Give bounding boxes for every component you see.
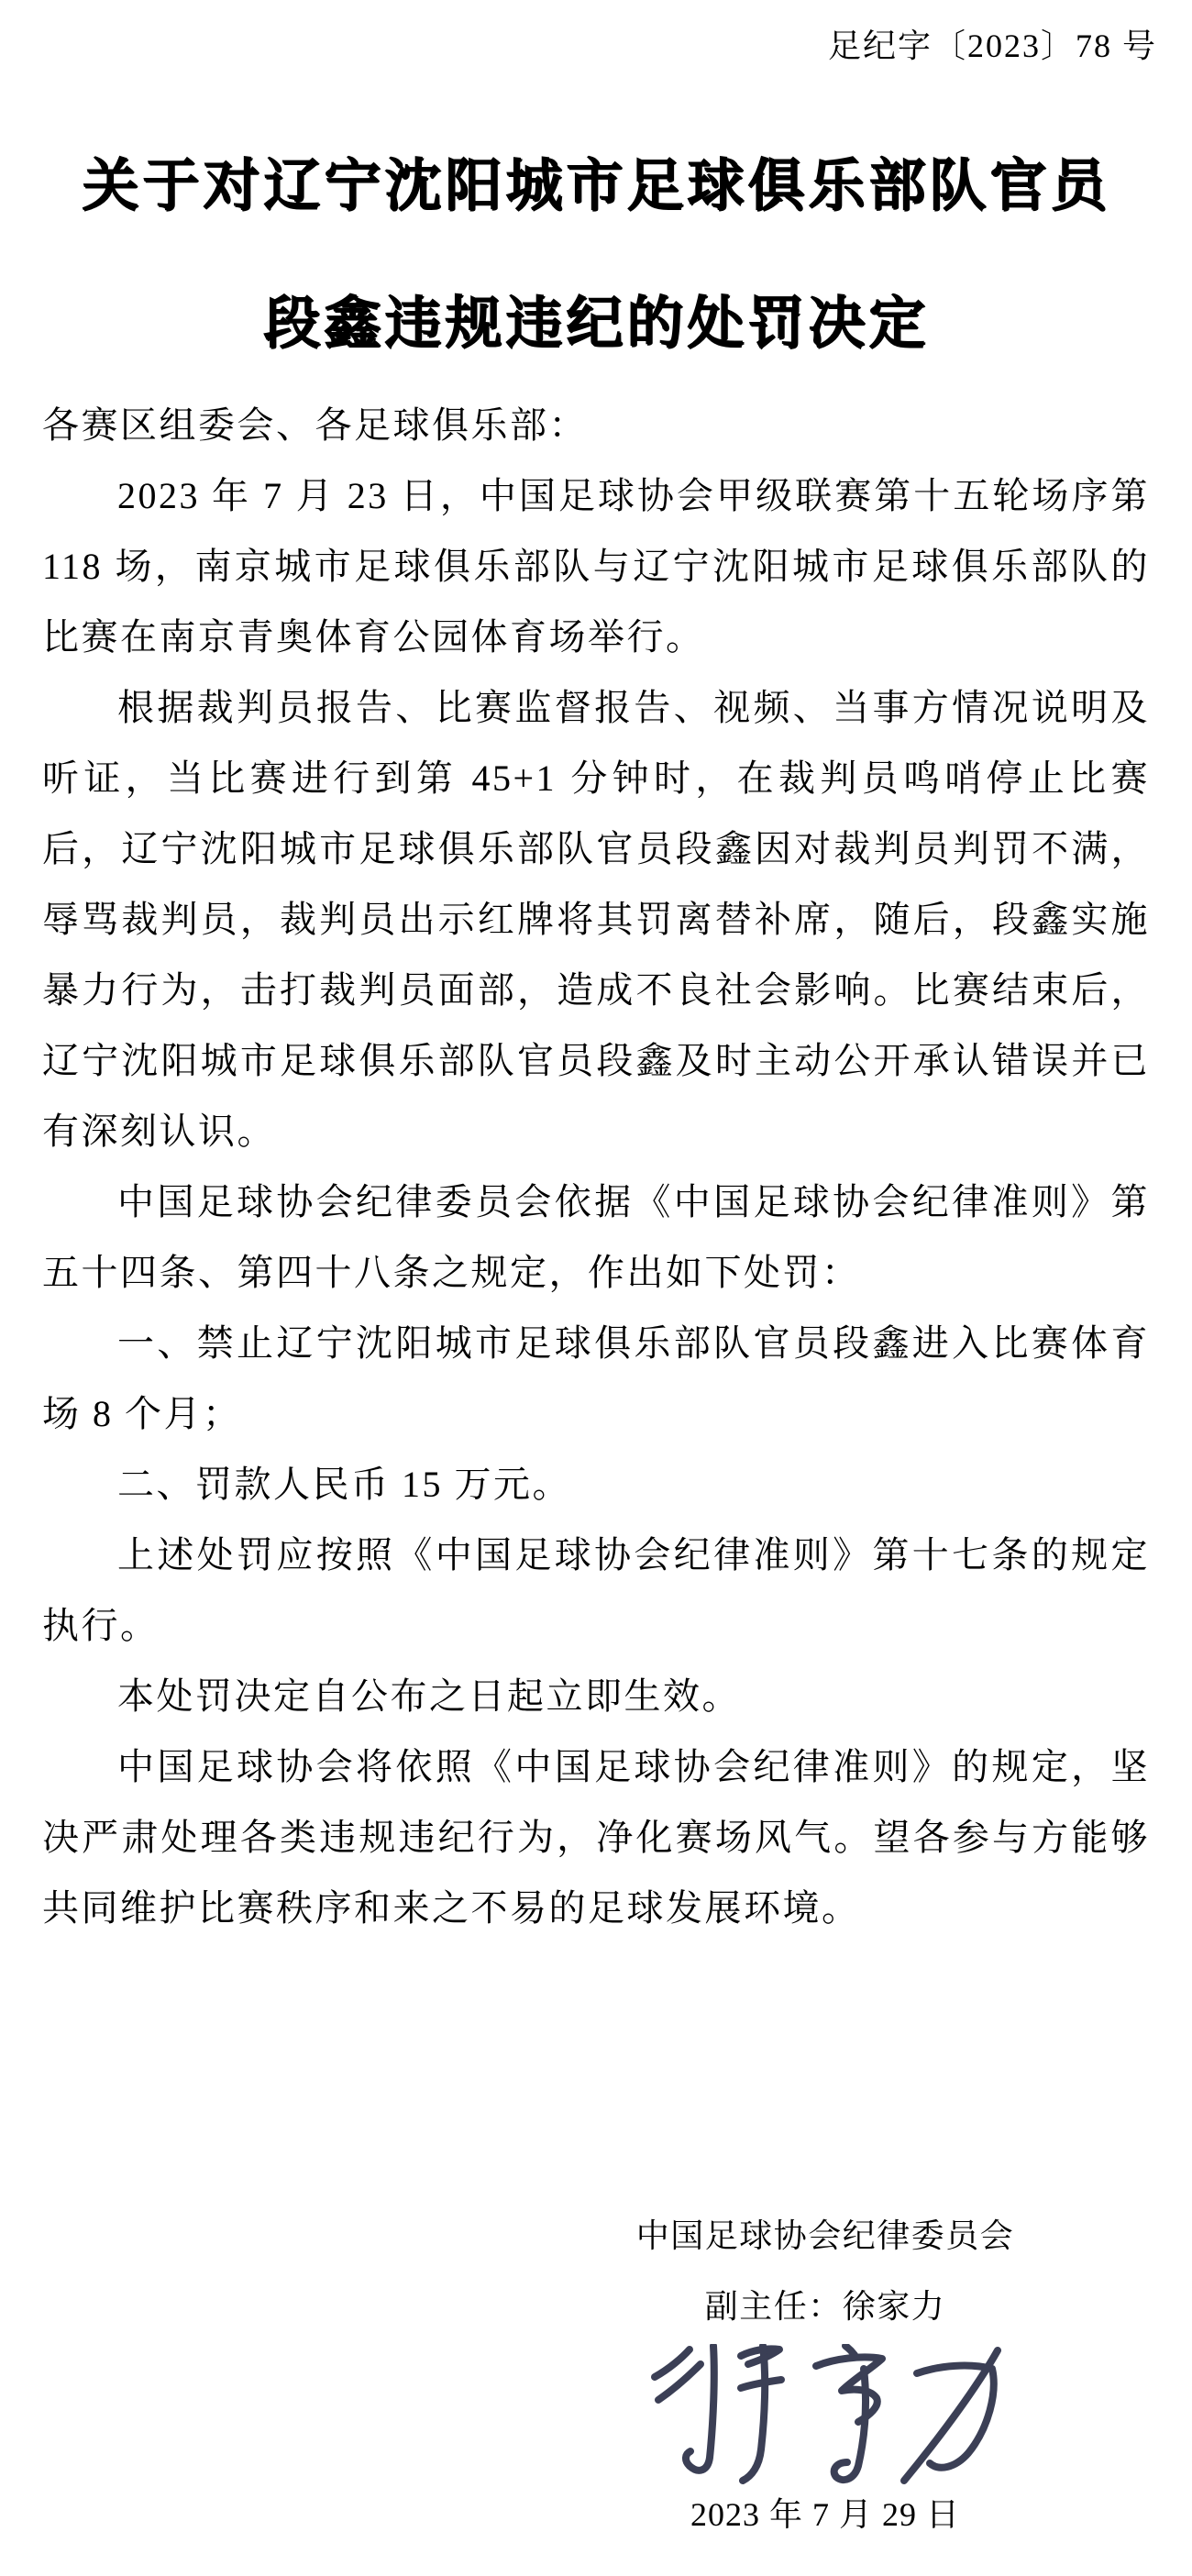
body-paragraph: 本处罚决定自公布之日起立即生效。 — [117, 1675, 741, 1717]
signature-date: 2023 年 7 月 29 日 — [690, 2496, 960, 2533]
document-body — [42, 390, 1150, 1943]
document-title — [0, 117, 1192, 392]
body-paragraph: 中国足球协会将依照《中国足球协会纪律准则》的规定，坚决严肃处理各类违规违纪行为，净化赛场风气。望各参与方能够共同维护比赛秩序和来之不易的足球发展环境。 — [42, 1746, 1150, 1929]
signer-title: 副主任：徐家力 — [704, 2288, 946, 2325]
title-line-1: 关于对辽宁沈阳城市足球俱乐部队官员 — [81, 155, 1110, 217]
salutation: 各赛区组委会、各足球俱乐部： — [42, 404, 588, 446]
handwritten-signature — [633, 2344, 1018, 2491]
doc-number: 足纪字〔2023〕78 号 — [827, 28, 1157, 64]
body-paragraph: 根据裁判员报告、比赛监督报告、视频、当事方情况说明及听证，当比赛进行到第 45+1 分钟时，在裁判员鸣哨停止比赛后，辽宁沈阳城市足球俱乐部队官员段鑫因对裁判员判罚不满，辱骂裁判员，裁判员出示红牌将其罚离替补席，随后，段鑫实施暴力行为，击打裁判员面部，造成不良社会影响。比赛结束后，辽宁沈阳城市足球俱乐部队官员段鑫及时主动公开承认错误并已有深刻认识。 — [42, 687, 1150, 1152]
body-paragraph-penalty-2: 二、罚款人民币 15 万元。 — [117, 1464, 571, 1505]
body-paragraph-penalty-1: 一、禁止辽宁沈阳城市足球俱乐部队官员段鑫进入比赛体育场 8 个月； — [42, 1322, 1150, 1434]
body-paragraph: 上述处罚应按照《中国足球协会纪律准则》第十七条的规定执行。 — [42, 1534, 1150, 1646]
body-paragraph: 中国足球协会纪律委员会依据《中国足球协会纪律准则》第五十四条、第四十八条之规定，作出如下处罚： — [42, 1181, 1150, 1293]
issuing-org: 中国足球协会纪律委员会 — [635, 2217, 1015, 2254]
signature-block — [587, 2201, 1064, 2538]
title-line-2: 段鑫违规违纪的处罚决定 — [262, 293, 929, 355]
body-paragraph: 2023 年 7 月 23 日，中国足球协会甲级联赛第十五轮场序第 118 场，南京城市足球俱乐部队与辽宁沈阳城市足球俱乐部队的比赛在南京青奥体育公园体育场举行。 — [42, 475, 1150, 658]
